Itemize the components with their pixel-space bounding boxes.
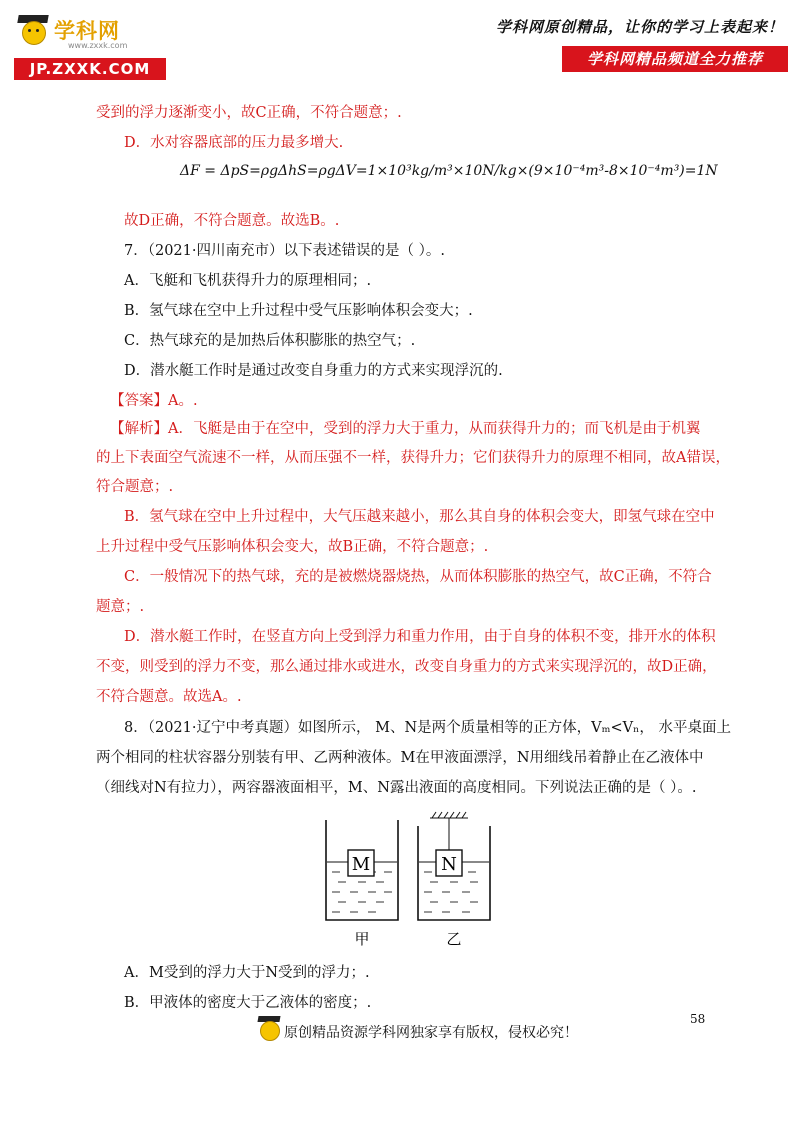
mascot-icon (16, 13, 50, 47)
question-8-line: 两个相同的柱状容器分别装有甲、乙两种液体。M在甲液面漂浮，N用细线吊着静止在乙液体中 (96, 750, 704, 766)
analysis-line: 题意；. (96, 599, 145, 615)
containers-diagram (318, 810, 498, 950)
option-d: D．潜水艇工作时是通过改变自身重力的方式来实现浮沉的. (124, 363, 503, 379)
analysis-line: 【解析】A．飞艇是由于在空中，受到的浮力大于重力，从而获得升力的；而飞机是由于机翼 (110, 421, 701, 437)
block-n-label: N (441, 854, 457, 875)
question-8-line: （细线对N有拉力），两容器液面相平，M、N露出液面的高度相同。下列说法正确的是（ ）。. (96, 780, 697, 796)
question-7: 7．（2021·四川南充市）以下表述错误的是（ ）。. (124, 243, 445, 259)
analysis-line: D．潜水艇工作时，在竖直方向上受到浮力和重力作用，由于自身的体积不变，排开水的体积 (124, 629, 716, 645)
option-c: C．热气球充的是加热后体积膨胀的热空气；. (124, 333, 416, 349)
analysis-line: C．一般情况下的热气球，充的是被燃烧器烧热，从而体积膨胀的热空气，故C正确，不符合 (124, 569, 712, 585)
block-m-label: M (351, 854, 371, 875)
analysis-line: 的上下表面空气流速不一样，从而压强不一样，获得升力；它们获得升力的原理不相同，故A错误， (96, 450, 730, 466)
analysis-line: 符合题意；. (96, 479, 174, 495)
copyright-footer: 原创精品资源学科网独家享有版权，侵权必究！ (284, 1025, 578, 1041)
option-a: A．飞艇和飞机获得升力的原理相同；. (124, 273, 372, 289)
page-number: 58 (690, 1012, 706, 1026)
header-slogan: 学科网原创精品，让你的学习上表起来！ (495, 18, 784, 36)
analysis-line: 不符合题意。故选A。. (96, 689, 242, 705)
site-logo[interactable] (8, 8, 168, 78)
text-line: 故D正确，不符合题意。故选B。. (124, 213, 340, 229)
answer: 【答案】A。. (110, 393, 198, 409)
logo-title: 学科网 (54, 19, 120, 43)
label-jia: 甲 (354, 930, 370, 948)
logo-url: www.zxxk.com (68, 41, 128, 50)
formula: ΔF = ΔpS=ρgΔhS=ρgΔV=1×10³kg/m³×10N/kg×(9×10⁻⁴m³-8×10⁻⁴m³)=1N (180, 163, 718, 179)
text-line: 受到的浮力逐渐变小，故C正确，不符合题意；. (96, 105, 402, 121)
option-a: A．M受到的浮力大于N受到的浮力；. (124, 965, 370, 981)
recommend-banner: 学科网精品频道全力推荐 (562, 46, 788, 72)
label-yi: 乙 (446, 930, 462, 948)
logo-domain-bar: JP.ZXXK.COM (14, 58, 166, 80)
text-line: D．水对容器底部的压力最多增大. (124, 135, 344, 151)
option-b: B．甲液体的密度大于乙液体的密度；. (124, 995, 372, 1011)
question-8: 8．（2021·辽宁中考真题）如图所示， M、N是两个质量相等的正方体，Vₘ<Vₙ， 水平桌面上 (124, 720, 731, 736)
analysis-line: B．氢气球在空中上升过程中，大气压越来越小，那么其自身的体积会变大，即氢气球在空中 (124, 509, 715, 525)
analysis-line: 上升过程中受气压影响体积会变大，故B正确，不符合题意；. (96, 539, 489, 555)
footer-mascot-icon (254, 1016, 282, 1046)
container-yi (418, 812, 490, 920)
option-b: B．氢气球在空中上升过程中受气压影响体积会变大；. (124, 303, 473, 319)
container-jia (326, 820, 398, 920)
analysis-line: 不变，则受到的浮力不变，那么通过排水或进水，改变自身重力的方式来实现浮沉的，故D正确， (96, 659, 717, 675)
